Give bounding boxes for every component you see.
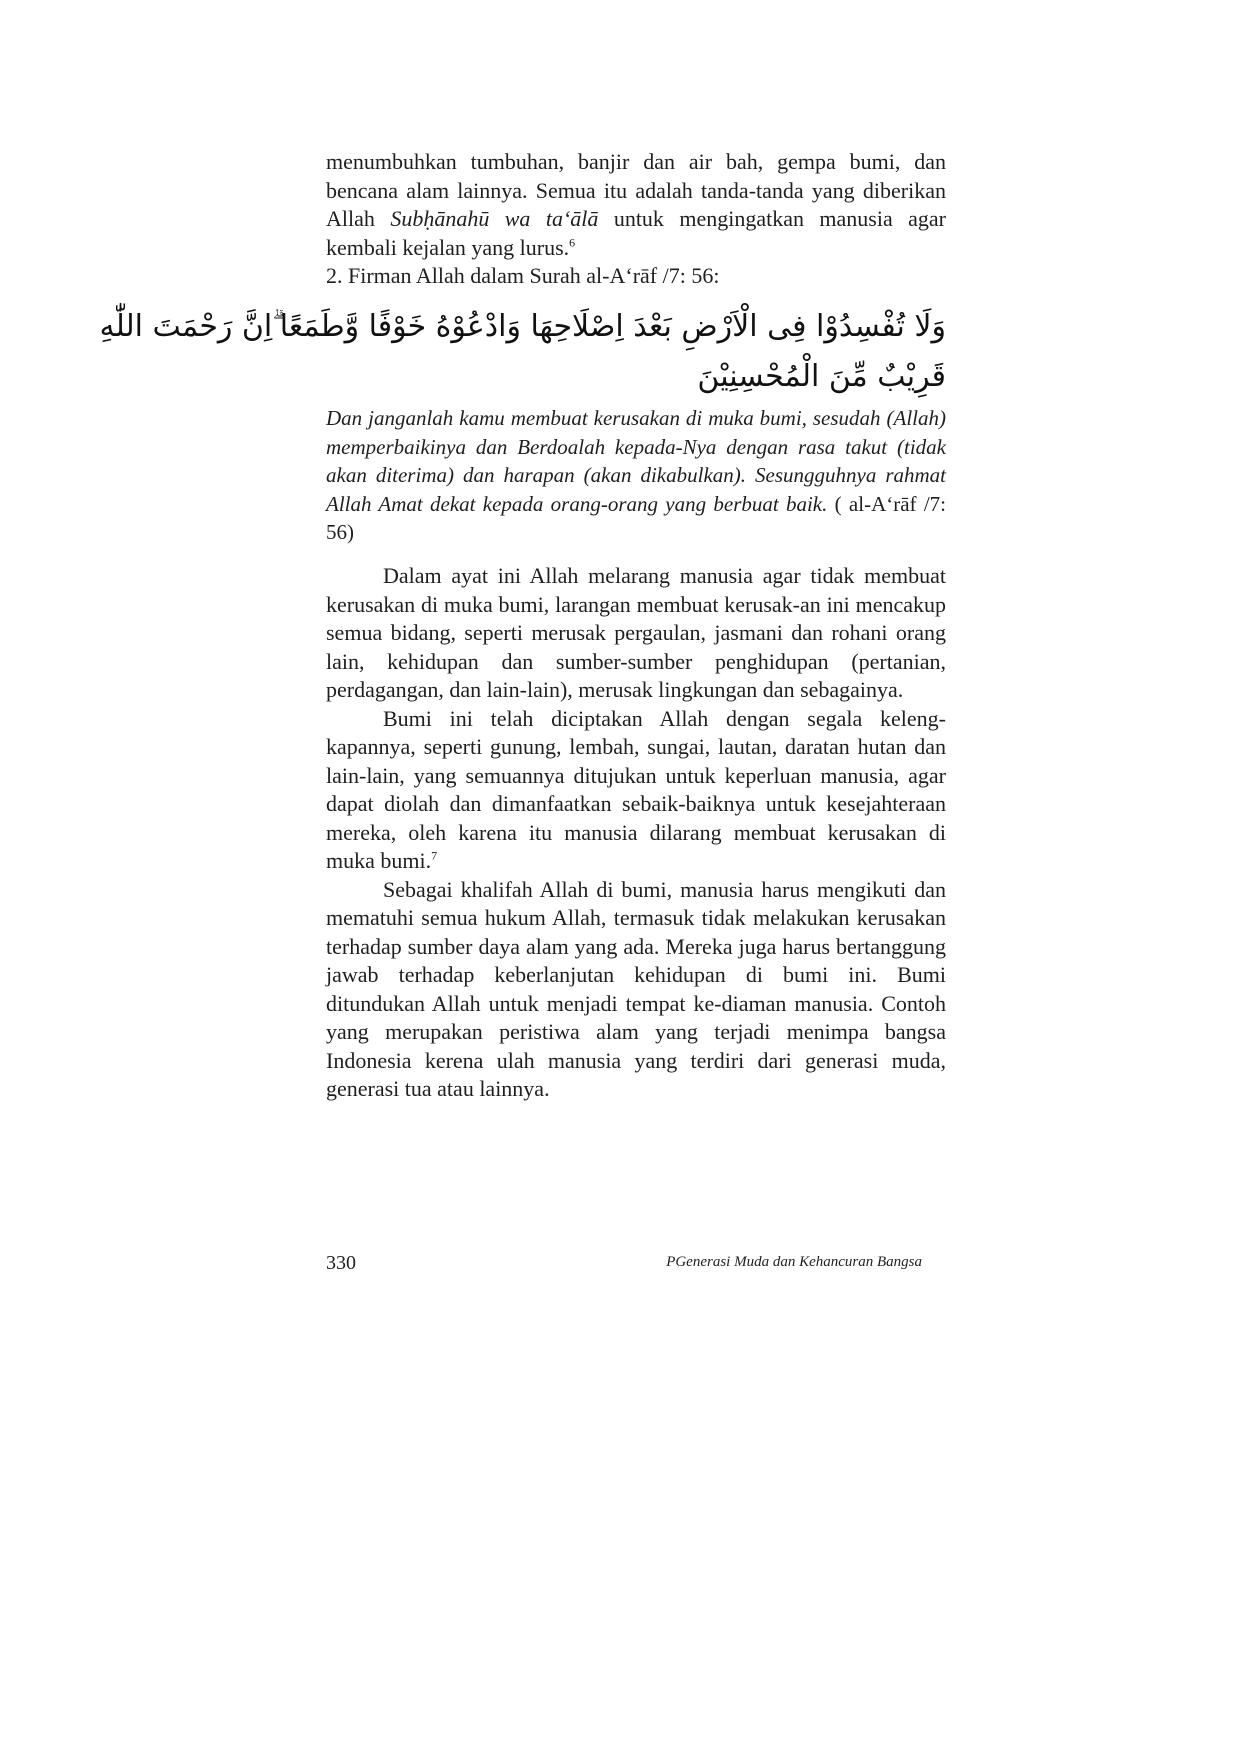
paragraph-text: Dalam ayat ini Allah melarang manusia agar tidak membuat kerusakan di muka bumi, larangan membuat kerusak-an ini mencakup semua bidang, seperti merusak pergaulan, jasmani dan rohani orang lain, kehidupan dan sumber-sumber penghidupan (pertanian, perdagangan, dan lain-lain), merusak lingkungan dan sebagainya. xyxy=(326,563,946,702)
verse-translation xyxy=(326,404,946,547)
page-number: 330 xyxy=(326,1252,356,1274)
paragraph xyxy=(326,705,946,876)
body-paragraphs xyxy=(326,562,946,1104)
arabic-verse-line-1: وَلَا تُفْسِدُوْا فِى الْاَرْضِ بَعْدَ اِصْلَاحِهَا وَادْعُوْهُ خَوْفًا وَّطَمَعًا ۗاِنَّ رَحْمَتَ اللّٰهِ xyxy=(99,309,946,344)
paragraph-text: Bumi ini telah diciptakan Allah dengan segala keleng-kapannya, seperti gunung, lembah, sungai, lautan, daratan hutan dan lain-lain, yang semuannya ditujukan untuk keperluan manusia, agar dapat diolah dan dimanfaatkan sebaik-baiknya untuk kesejahteraan mereka, oleh karena itu manusia dilarang membuat kerusakan di muka bumi. xyxy=(326,705,946,873)
verse-reference: ( al-A‘rāf /7: 56) xyxy=(326,491,946,544)
footnote-marker: 6 xyxy=(569,235,576,250)
paragraph-intro xyxy=(326,148,946,262)
paragraph xyxy=(326,562,946,705)
arabic-verse xyxy=(99,302,946,406)
verse-translation-text: Dan janganlah kamu membuat kerusakan di muka bumi, sesudah (Allah) memperbaikinya dan Berdoalah kepada-Nya dengan rasa takut (tidak akan diterima) dan harapan (akan dikabulkan). Sesungguhnya rahmat Allah Amat dekat kepada orang-orang yang berbuat baik. xyxy=(326,406,946,516)
paragraph-intro-italic: Subḥānahū wa ta‘ālā xyxy=(390,206,599,231)
paragraph xyxy=(326,876,946,1104)
list-item-firman: 2. Firman Allah dalam Surah al-A‘rāf /7: 56: xyxy=(326,263,720,288)
arabic-verse-line-2: قَرِيْبٌ مِّنَ الْمُحْسِنِيْنَ xyxy=(697,359,946,394)
paragraph-intro-text: menumbuhkan tumbuhan, banjir dan air bah, gempa bumi, dan bencana alam lainnya. Semua itu adalah tanda-tanda yang diberikan Allah xyxy=(326,149,946,231)
running-title: PGenerasi Muda dan Kehancuran Bangsa xyxy=(666,1254,922,1270)
paragraph-text: Sebagai khalifah Allah di bumi, manusia harus mengikuti dan mematuhi semua hukum Allah, termasuk tidak melakukan kerusakan terhadap sumber daya alam yang ada. Mereka juga harus bertanggung jawab terhadap keberlanjutan kehidupan di bumi ini. Bumi ditundukan Allah untuk menjadi tempat ke-diaman manusia. Contoh yang merupakan peristiwa alam yang terjadi menimpa bangsa Indonesia kerena ulah manusia yang terdiri dari generasi muda, generasi tua atau lainnya. xyxy=(326,876,946,1101)
footnote-marker: 7 xyxy=(431,848,438,863)
paragraph-intro-text-end: untuk mengingatkan manusia agar kembali kejalan yang lurus. xyxy=(326,206,946,260)
